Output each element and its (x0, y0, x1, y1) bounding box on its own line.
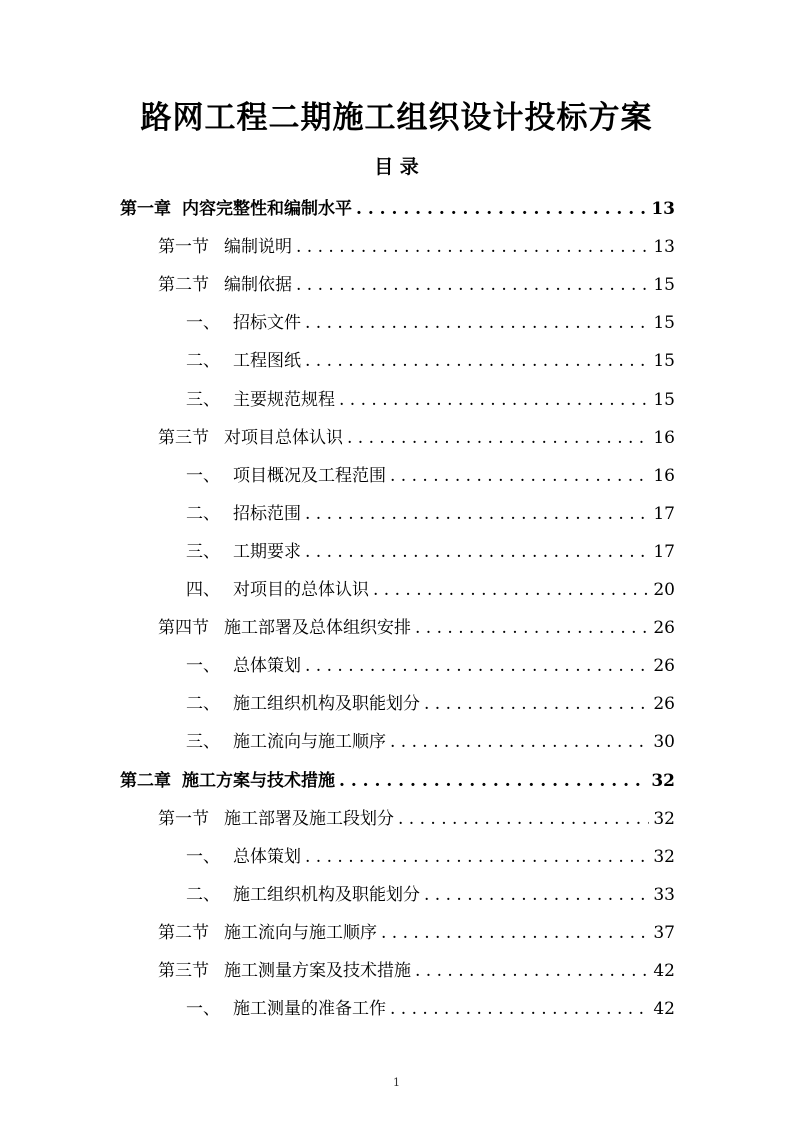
toc-dot-leader (415, 609, 649, 647)
toc-entry-page: 37 (653, 922, 675, 943)
toc-dot-leader (305, 647, 649, 685)
toc-entry-label (186, 647, 301, 685)
toc-entry-number: 四、 (186, 580, 220, 600)
toc-entry-number: 二、 (186, 503, 220, 524)
toc-section-entry[interactable] (158, 266, 675, 304)
toc-section-entry[interactable] (158, 228, 675, 266)
toc-entry-page: 17 (653, 541, 675, 562)
toc-dot-leader (339, 381, 649, 419)
toc-subsection-entry[interactable] (186, 838, 675, 876)
toc-entry-page: 26 (653, 656, 675, 677)
toc-entry-page: 15 (653, 351, 675, 372)
toc-entry-page: 33 (653, 884, 675, 905)
toc-entry-label (158, 419, 343, 457)
toc-entry-page: 15 (653, 313, 675, 334)
toc-dot-leader (305, 533, 649, 571)
toc-entry-number: 一、 (186, 999, 220, 1020)
toc-entry-number: 三、 (186, 732, 220, 753)
toc-subsection-entry[interactable] (186, 304, 675, 342)
toc-entry-title: 项目概况及工程范围 (233, 465, 386, 486)
toc-dot-leader (424, 876, 649, 914)
toc-entry-number: 第一节 (158, 237, 209, 258)
toc-dot-leader (381, 914, 649, 952)
toc-entry-number: 二、 (186, 884, 220, 905)
toc-entry-page: 30 (653, 732, 675, 753)
toc-dot-leader (296, 266, 649, 304)
toc-entry-number: 二、 (186, 351, 220, 372)
toc-entry-page: 13 (653, 237, 675, 258)
toc-entry-label (158, 800, 394, 838)
toc-entry-label (158, 914, 377, 952)
toc-dot-leader (339, 762, 647, 800)
document-title: 路网工程二期施工组织设计投标方案 (140, 100, 653, 136)
toc-entry-number: 三、 (186, 389, 220, 410)
toc-heading: 目 录 (374, 156, 419, 178)
toc-entry-page: 32 (653, 846, 675, 867)
toc-entry-page: 42 (653, 961, 675, 981)
toc-entry-number: 第二节 (158, 275, 209, 296)
toc-entry-title: 工程图纸 (233, 351, 301, 372)
toc-section-entry[interactable] (158, 419, 675, 457)
toc-entry-title: 施工流向与施工顺序 (233, 732, 386, 753)
toc-entry-page: 16 (653, 465, 675, 486)
toc-dot-leader (390, 990, 649, 1028)
toc-entry-page: 26 (653, 618, 675, 639)
toc-entry-number: 第一节 (158, 808, 209, 829)
toc-dot-leader (347, 419, 649, 457)
toc-entry-title: 主要规范规程 (233, 389, 335, 410)
toc-entry-page: 16 (653, 427, 675, 448)
toc-entry-number: 一、 (186, 656, 220, 677)
toc-dot-leader (390, 457, 649, 495)
toc-entry-title: 编制依据 (224, 275, 292, 296)
toc-entry-page: 20 (653, 580, 675, 600)
toc-entry-page: 32 (653, 808, 675, 829)
toc-entry-label (186, 723, 386, 761)
toc-entry-number: 第一章 (120, 199, 171, 219)
toc-entry-page: 17 (653, 503, 675, 524)
toc-entry-label (186, 876, 420, 914)
toc-dot-leader (296, 228, 649, 266)
toc-entry-label (158, 266, 292, 304)
toc-entry-page: 15 (653, 389, 675, 410)
toc-entry-number: 一、 (186, 846, 220, 867)
toc-dot-leader (398, 800, 649, 838)
toc-entry-label (186, 342, 301, 380)
toc-entry-label (186, 381, 335, 419)
toc-entry-number: 第二章 (120, 770, 171, 791)
toc-entry-number: 第四节 (158, 618, 209, 639)
toc-entry-title: 施工组织机构及职能划分 (233, 884, 420, 905)
toc-entry-title: 对项目的总体认识 (233, 580, 369, 600)
toc-entry-title: 总体策划 (233, 846, 301, 867)
toc-entry-title: 招标文件 (233, 313, 301, 334)
toc-entry-label (120, 190, 352, 228)
toc-entry-label (186, 571, 369, 609)
toc-subsection-entry[interactable] (186, 723, 675, 761)
toc-entry-page: 13 (651, 199, 675, 219)
toc-subsection-entry[interactable] (186, 381, 675, 419)
toc-entry-label (186, 838, 301, 876)
toc-entry-number: 二、 (186, 694, 220, 715)
toc-entry-page: 42 (653, 999, 675, 1020)
toc-dot-leader (373, 571, 649, 609)
toc-entry-title: 施工部署及总体组织安排 (224, 618, 411, 639)
toc-entry-number: 第三节 (158, 961, 209, 981)
toc-entry-label (158, 609, 411, 647)
toc-entry-label (158, 952, 411, 990)
toc-entry-title: 编制说明 (224, 237, 292, 258)
toc-dot-leader (305, 495, 649, 533)
toc-subsection-entry[interactable] (186, 495, 675, 533)
toc-subsection-entry[interactable] (186, 342, 675, 380)
toc-entry-number: 一、 (186, 313, 220, 334)
toc-entry-label (186, 495, 301, 533)
toc-subsection-entry[interactable] (186, 457, 675, 495)
toc-chapter-entry[interactable] (120, 762, 675, 800)
toc-entry-label (120, 762, 335, 800)
toc-entry-title: 施工测量方案及技术措施 (224, 961, 411, 981)
toc-entry-title: 工期要求 (233, 541, 301, 562)
toc-entry-title: 施工组织机构及职能划分 (233, 694, 420, 715)
toc-entry-number: 一、 (186, 465, 220, 486)
toc-entry-title: 施工流向与施工顺序 (224, 922, 377, 943)
toc-entry-page: 32 (651, 770, 675, 791)
toc-entry-number: 三、 (186, 541, 220, 562)
toc-subsection-entry[interactable] (186, 685, 675, 723)
toc-entry-label (158, 228, 292, 266)
toc-subsection-entry[interactable] (186, 876, 675, 914)
toc-entry-number: 第二节 (158, 922, 209, 943)
toc-entry-page: 15 (653, 275, 675, 296)
toc-entry-label (186, 990, 386, 1028)
toc-entry-title: 施工测量的准备工作 (233, 999, 386, 1020)
toc-entry-title: 对项目总体认识 (224, 427, 343, 448)
toc-subsection-entry[interactable] (186, 571, 675, 609)
toc-section-entry[interactable] (158, 914, 675, 952)
toc-dot-leader (390, 723, 649, 761)
toc-section-entry[interactable] (158, 609, 675, 647)
toc-entry-title: 招标范围 (233, 503, 301, 524)
toc-dot-leader (305, 838, 649, 876)
page-number: 1 (393, 1076, 400, 1089)
toc-subsection-entry[interactable] (186, 990, 675, 1028)
toc-entry-title: 施工部署及施工段划分 (224, 808, 394, 829)
toc-entry-label (186, 304, 301, 342)
toc-chapter-entry[interactable] (120, 190, 675, 228)
toc-entry-number: 第三节 (158, 427, 209, 448)
toc-entry-page: 26 (653, 694, 675, 715)
toc-section-entry[interactable] (158, 800, 675, 838)
toc-entry-label (186, 685, 420, 723)
toc-entry-title: 总体策划 (233, 656, 301, 677)
toc-entry-label (186, 533, 301, 571)
toc-dot-leader (305, 304, 649, 342)
toc-subsection-entry[interactable] (186, 647, 675, 685)
toc-subsection-entry[interactable] (186, 533, 675, 571)
toc-entry-label (186, 457, 386, 495)
toc-entry-title: 施工方案与技术措施 (182, 770, 335, 791)
toc-dot-leader (424, 685, 649, 723)
toc-section-entry[interactable] (158, 952, 675, 990)
toc-dot-leader (356, 190, 647, 228)
toc-dot-leader (305, 342, 649, 380)
toc-entry-title: 内容完整性和编制水平 (182, 199, 352, 219)
toc-dot-leader (415, 952, 649, 990)
